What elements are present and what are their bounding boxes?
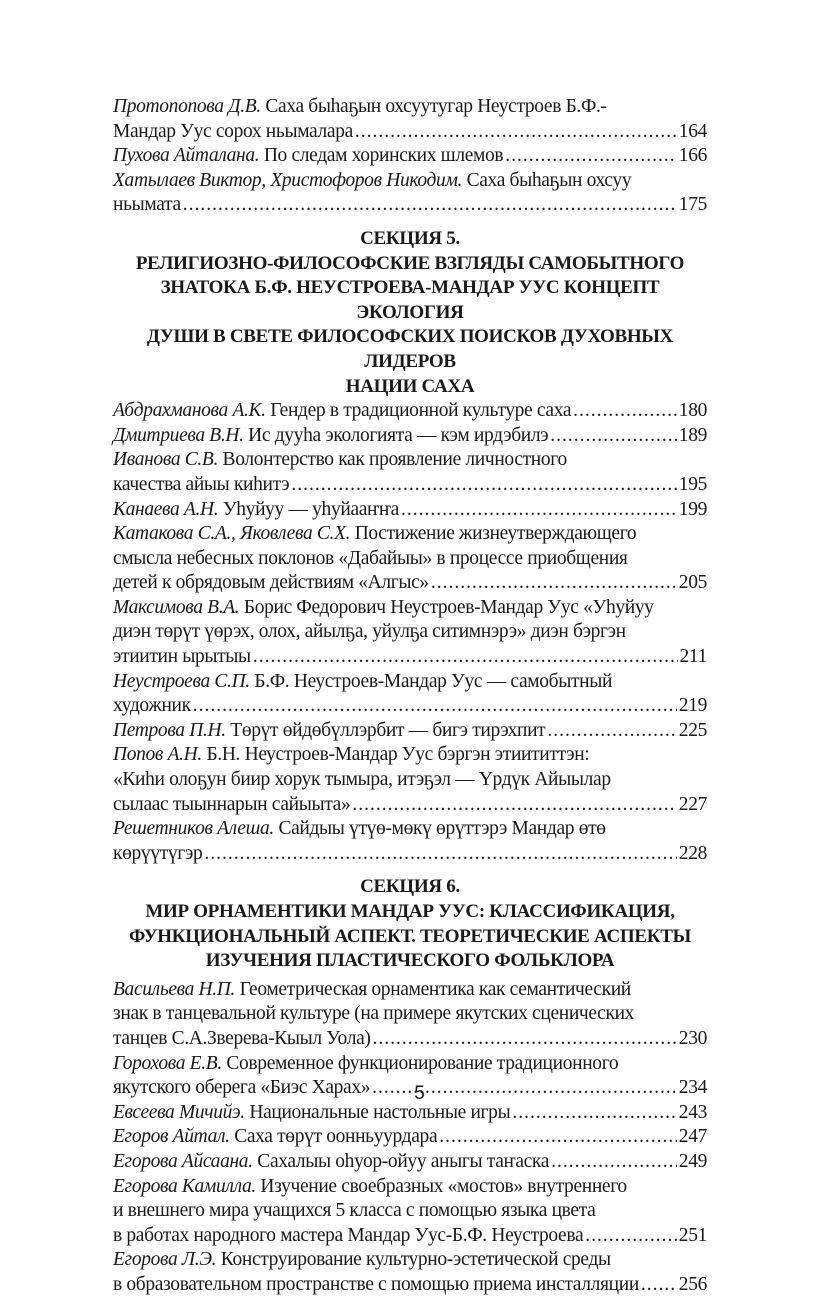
entry-author: Егорова Камилла. xyxy=(113,1175,256,1197)
entry-author: Абдрахманова А.К. xyxy=(113,400,266,422)
toc-entry xyxy=(113,522,707,596)
entry-title: художник xyxy=(113,695,191,717)
entry-page: 195 xyxy=(678,473,707,495)
entry-page: 256 xyxy=(678,1273,707,1295)
dot-leader xyxy=(183,193,677,218)
dot-leader xyxy=(431,571,677,596)
entry-title: танцев С.А.Зверева-Кыыл Уола) xyxy=(113,1027,371,1049)
dot-leader xyxy=(204,842,676,867)
entry-title: Уhуйуу — уhуйааҥҥа xyxy=(222,498,399,520)
entry-author: Егоров Айтал. xyxy=(113,1126,230,1148)
dot-leader xyxy=(253,645,678,670)
dot-leader xyxy=(352,793,676,818)
section-title-line: МИР ОРНАМЕНТИКИ МАНДАР УУС: КЛАССИФИКАЦИЯ, xyxy=(145,901,675,922)
entry-author: Егорова Айсаана. xyxy=(113,1150,253,1172)
toc-entry xyxy=(113,424,707,449)
entry-author: Пухова Айталана. xyxy=(113,145,260,167)
entry-title: детей к обрядовым действиям «Алгыс» xyxy=(113,572,429,594)
entry-title: Современное функционирование традиционного xyxy=(226,1052,619,1074)
entry-author: Петрова П.Н. xyxy=(113,719,226,741)
entry-title: Б.Ф. Неустроев-Мандар Уус — самобытный xyxy=(254,670,613,692)
dot-leader xyxy=(373,1027,677,1052)
entry-page: 166 xyxy=(678,145,707,167)
section-title-line: РЕЛИГИОЗНО-ФИЛОСОФСКИЕ ВЗГЛЯДЫ САМОБЫТНОГО xyxy=(135,252,685,274)
entry-page: 199 xyxy=(678,498,707,520)
entry-page: 164 xyxy=(678,120,707,142)
toc-entry xyxy=(113,978,707,1052)
entry-page: 243 xyxy=(678,1101,707,1123)
entry-author: Хатылаев Виктор, Христофоров Никодим. xyxy=(113,169,463,191)
entry-page: 180 xyxy=(678,400,707,422)
entry-page: 230 xyxy=(678,1027,707,1049)
dot-leader xyxy=(291,473,676,498)
toc-entry xyxy=(113,144,707,169)
toc-entry xyxy=(113,596,707,670)
entry-page: 211 xyxy=(679,646,707,668)
entry-title: знак в танцевальной культуре (на примере якутских сценических xyxy=(113,1003,635,1025)
page-number: 5 xyxy=(414,1083,425,1104)
entry-author: Евсеева Мичийэ. xyxy=(113,1101,245,1123)
toc-entry xyxy=(113,817,707,866)
entry-title: Мандар Уус сорох ньымалара xyxy=(113,120,353,142)
entry-page: 225 xyxy=(678,719,707,741)
entry-author: Решетников Алеша. xyxy=(113,818,274,840)
section-title-line: ФУНКЦИОНАЛЬНЫЙ АСПЕКТ. ТЕОРЕТИЧЕСКИЕ АСПЕКТЫ xyxy=(129,925,691,947)
toc-entry xyxy=(113,1175,707,1249)
dot-leader xyxy=(439,1125,677,1150)
entry-author: Васильева Н.П. xyxy=(113,978,236,1000)
entry-author: Максимова В.А. xyxy=(113,596,240,618)
toc-entry xyxy=(113,1125,707,1150)
entry-title: Б.Н. Неустроев-Мандар Уус бэргэн этиититтэн: xyxy=(206,744,590,766)
section-title-line: ИЗУЧЕНИЯ ПЛАСТИЧЕСКОГО ФОЛЬКЛОРА xyxy=(205,950,615,972)
entry-author: Попов А.Н. xyxy=(113,744,202,766)
entry-author: Дмитриева В.Н. xyxy=(113,424,244,446)
entry-title: Саха төрүт оонньуурдара xyxy=(234,1126,438,1148)
section-title-line: ДУШИ В СВЕТЕ ФИЛОСОФСКИХ ПОИСКОВ ДУХОВНЫХ ЛИДЕРОВ xyxy=(146,326,674,372)
entry-title: Саха быhаҕын охсуу xyxy=(466,169,632,191)
toc-entry xyxy=(113,399,707,424)
entry-page: 175 xyxy=(678,194,707,216)
entry-author: Неустроева С.П. xyxy=(113,670,250,692)
toc-entry xyxy=(113,448,707,497)
section-heading xyxy=(113,875,707,973)
entry-page: 251 xyxy=(678,1224,707,1246)
entry-page: 219 xyxy=(678,695,707,717)
entry-title: Саха быhаҕын охсуутугар Неустроев Б.Ф.- xyxy=(265,96,607,117)
entry-title: Ис дууhа экологията — кэм ирдэбилэ xyxy=(248,424,549,446)
entry-title: Постижение жизнеутверждающего xyxy=(354,523,637,545)
dot-leader xyxy=(355,120,677,145)
entry-title: якутского оберега «Биэс Харах» xyxy=(113,1077,371,1099)
entry-page: 234 xyxy=(678,1077,707,1099)
entry-title: Волонтерство как проявление личностного xyxy=(222,449,567,471)
entry-title: в работах народного мастера Мандар Уус-Б.Ф. Неустроева xyxy=(113,1224,584,1246)
section-title-line: НАЦИИ САХА xyxy=(345,375,475,397)
entry-title: Төрүт өйдөбүллэрбит — бигэ тирэхпит xyxy=(230,719,546,741)
entry-author: Егорова Л.Э. xyxy=(113,1249,217,1271)
entry-title: көрүүтүгэр xyxy=(113,842,203,864)
dot-leader xyxy=(641,1273,677,1298)
toc-entry xyxy=(113,95,707,144)
entry-title: и внешнего мира учащихся 5 класса с помощью языка цвета xyxy=(113,1200,596,1222)
entry-title: этиитин ырытыы xyxy=(113,646,251,668)
entry-title: сылаас тыыннарын сайыыта» xyxy=(113,793,351,815)
entry-title: Национальные настольные игры xyxy=(249,1101,511,1123)
entry-page: 247 xyxy=(678,1126,707,1148)
dot-leader xyxy=(551,1150,677,1175)
entry-title: смысла небесных поклонов «Дабайыы» в процессе приобщения xyxy=(113,547,628,569)
dot-leader xyxy=(547,719,676,744)
entry-title: Гендер в традиционной культуре саха xyxy=(270,400,572,422)
entry-title: качества айыы киhитэ xyxy=(113,473,290,495)
toc-entry xyxy=(113,498,707,523)
entry-author: Протопопова Д.В. xyxy=(113,96,261,117)
entry-title: Сайдыы үтүө-мөкү өрүттэрэ Мандар өтө xyxy=(278,818,606,840)
toc-entry xyxy=(113,1248,707,1297)
entry-page: 228 xyxy=(678,842,707,864)
entry-title: в образовательном пространстве с помощью приема инсталляции xyxy=(113,1273,639,1295)
section-number: СЕКЦИЯ 5. xyxy=(360,227,460,249)
entry-page: 189 xyxy=(678,424,707,446)
entry-title: «Киhи олоҕун биир хорук тымыра, итэҕэл — Үрдүк Айыылар xyxy=(113,769,611,791)
toc-entry xyxy=(113,169,707,218)
section-title-line: ЗНАТОКА Б.Ф. НЕУСТРОЕВА-МАНДАР УУС КОНЦЕПТ ЭКОЛОГИЯ xyxy=(160,277,660,323)
toc-entry xyxy=(113,1150,707,1175)
dot-leader xyxy=(401,498,677,523)
entry-page: 205 xyxy=(678,572,707,594)
entry-title: Изучение своебразных «мостов» внутреннего xyxy=(260,1175,627,1197)
entry-author: Горохова Е.В. xyxy=(113,1052,222,1074)
entry-title: Борис Федорович Неустроев-Мандар Уус «Уhуйуу xyxy=(243,596,654,618)
toc-entry xyxy=(113,743,707,817)
dot-leader xyxy=(193,694,677,719)
entry-page: 249 xyxy=(678,1150,707,1172)
entry-title: Геометрическая орнаментика как семантический xyxy=(239,978,631,1000)
entry-author: Канаева А.Н. xyxy=(113,498,219,520)
entry-title: Конструирование культурно-эстетической среды xyxy=(220,1249,611,1271)
dot-leader xyxy=(550,424,677,449)
entry-title: По следам хоринских шлемов xyxy=(263,145,504,167)
dot-leader xyxy=(585,1224,677,1249)
entry-page: 227 xyxy=(678,793,707,815)
entry-title: ньымата xyxy=(113,194,181,216)
entry-author: Иванова С.В. xyxy=(113,449,219,471)
section-heading xyxy=(113,227,707,399)
toc-entry xyxy=(113,719,707,744)
table-of-contents xyxy=(113,95,707,1298)
entry-title: Сахалыы оhуор-ойуу аныгы таҥаска xyxy=(257,1150,550,1172)
dot-leader xyxy=(505,144,677,169)
toc-entry xyxy=(113,670,707,719)
section-number: СЕКЦИЯ 6. xyxy=(360,876,460,898)
dot-leader xyxy=(573,399,677,424)
entry-title: диэн төрүт үөрэх, олох, айылҕа, уйулҕа ситимнэрэ» диэн бэргэн xyxy=(113,621,626,643)
entry-author: Катакова С.А., Яковлева С.Х. xyxy=(113,523,351,545)
